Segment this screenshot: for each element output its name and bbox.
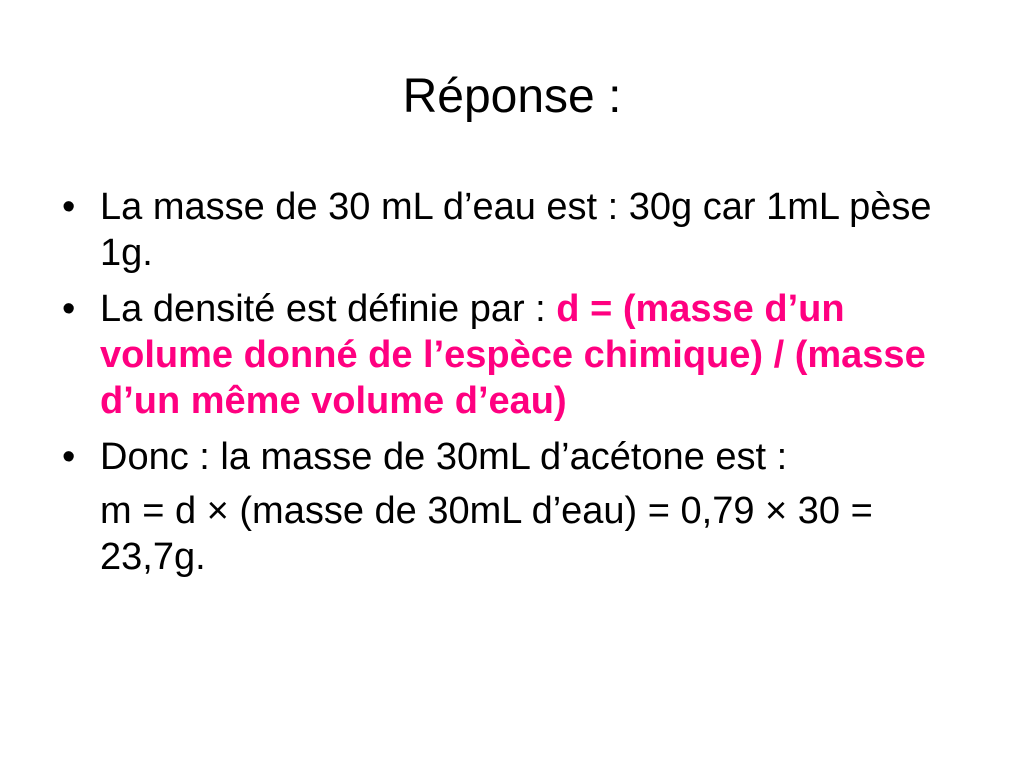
bullet-item-mass-water xyxy=(56,184,956,276)
slide-title: Réponse : xyxy=(402,70,622,123)
bullet-list xyxy=(56,184,956,590)
density-formula: d = (masse d’un volume donné de l’espèce chimique) / (masse d’un même volume d’eau) xyxy=(100,288,926,422)
bullet-text: La densité est définie par : xyxy=(100,288,557,330)
bullet-text: La masse de 30 mL d’eau est : 30g car 1mL pèse 1g. xyxy=(100,186,932,274)
bullet-item-density-definition xyxy=(56,286,956,424)
calculation-formula: m = d × (masse de 30mL d’eau) = 0,79 × 30 = 23,7g. xyxy=(100,490,873,578)
bullet-icon: • xyxy=(62,186,76,228)
bullet-text: Donc : la masse de 30mL d’acétone est : xyxy=(100,436,788,478)
bullet-icon: • xyxy=(62,288,76,330)
bullet-item-acetone-mass xyxy=(56,434,956,580)
bullet-icon: • xyxy=(62,436,76,478)
